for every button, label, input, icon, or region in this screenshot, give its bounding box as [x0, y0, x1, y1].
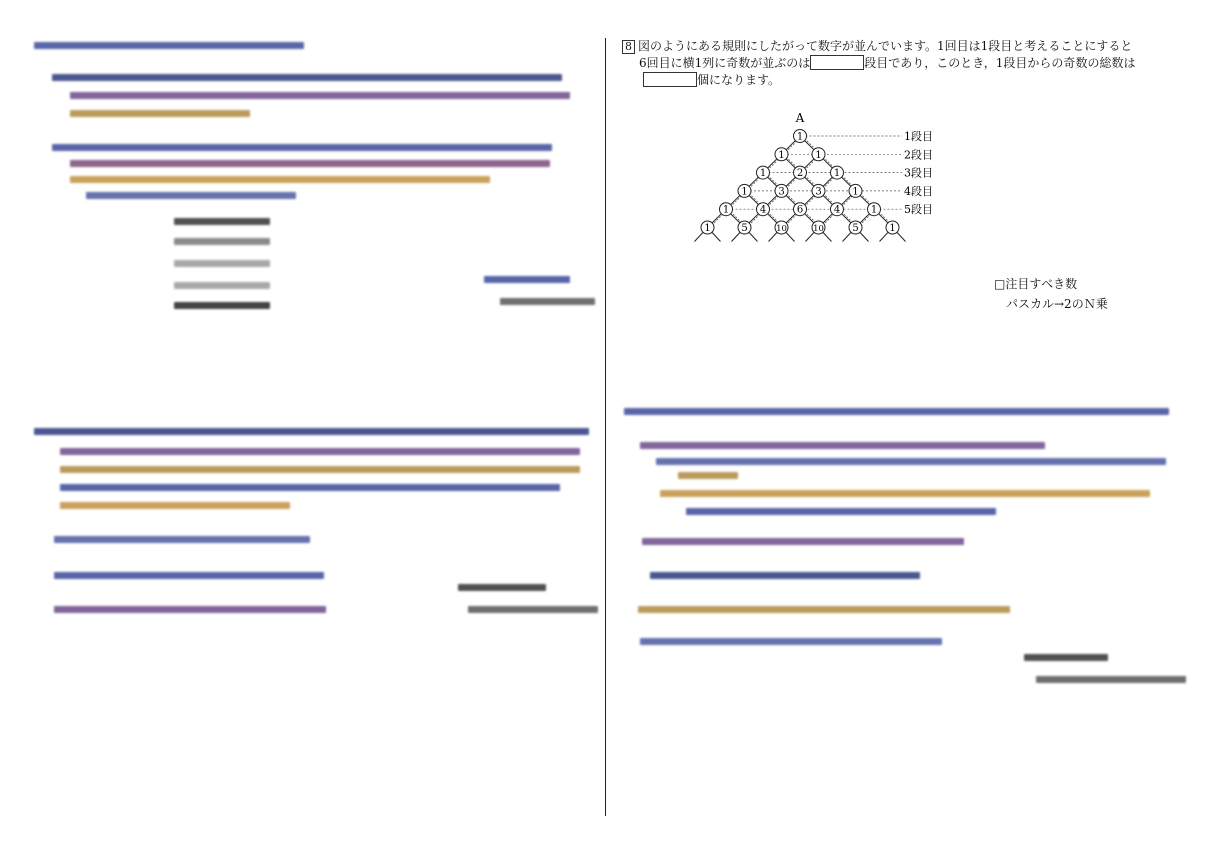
- node-value: 2: [796, 168, 804, 180]
- question-8: [622, 38, 1182, 89]
- question-line-3: [622, 72, 1182, 89]
- node-value: 1: [796, 131, 804, 143]
- node-value: 10: [776, 224, 787, 234]
- row-label: 3段目: [904, 166, 933, 180]
- side-note: [994, 274, 1108, 314]
- note-line-1: □注目すべき数: [994, 277, 1078, 291]
- question-text-line-3: 個になります。: [697, 73, 781, 87]
- pascal-triangle-figure: [680, 110, 950, 250]
- node-value: 5: [852, 223, 859, 234]
- question-line-1: [622, 38, 1182, 55]
- question-line-2: [622, 55, 1182, 72]
- apex-label: A: [795, 111, 805, 125]
- answer-blank-2[interactable]: [643, 72, 697, 87]
- node-value: 4: [833, 204, 841, 216]
- left-top-redacted-block: [30, 38, 600, 318]
- left-bottom-redacted-block: [30, 424, 605, 624]
- node-value: 1: [815, 149, 822, 161]
- node-value: 1: [778, 149, 785, 161]
- note-line-2: パスカル→2のＮ乗: [1006, 297, 1108, 311]
- node-value: 1: [833, 168, 841, 180]
- question-number-box: 8: [622, 40, 635, 54]
- right-bottom-redacted-block: [620, 404, 1190, 694]
- row-label: 2段目: [904, 148, 933, 162]
- node-value: 6: [796, 204, 804, 216]
- column-divider: [605, 38, 606, 816]
- node-value: 1: [759, 168, 767, 180]
- node-value: 1: [889, 223, 896, 234]
- node-value: 3: [778, 186, 785, 198]
- question-text-line-2a: 6回目に横1列に奇数が並ぶのは: [639, 56, 811, 70]
- node-value: 1: [741, 186, 748, 198]
- node-value: 1: [704, 223, 711, 234]
- question-text-line-1: 図のようにある規則にしたがって数字が並んでいます。1回目は1段目と考えることにすると: [638, 39, 1133, 53]
- node-value: 1: [722, 204, 730, 216]
- row-label: 5段目: [904, 203, 933, 217]
- node-value: 3: [815, 186, 822, 198]
- node-value: 5: [741, 223, 748, 234]
- node-value: 4: [759, 204, 767, 216]
- row-label: 1段目: [904, 130, 933, 143]
- row-label: 4段目: [904, 184, 933, 198]
- question-text-line-2b: 段目であり，このとき，1段目からの奇数の総数は: [864, 56, 1136, 70]
- answer-blank-1[interactable]: [810, 55, 864, 70]
- node-value: 10: [813, 224, 824, 234]
- node-value: 1: [852, 186, 859, 198]
- node-value: 1: [870, 204, 878, 216]
